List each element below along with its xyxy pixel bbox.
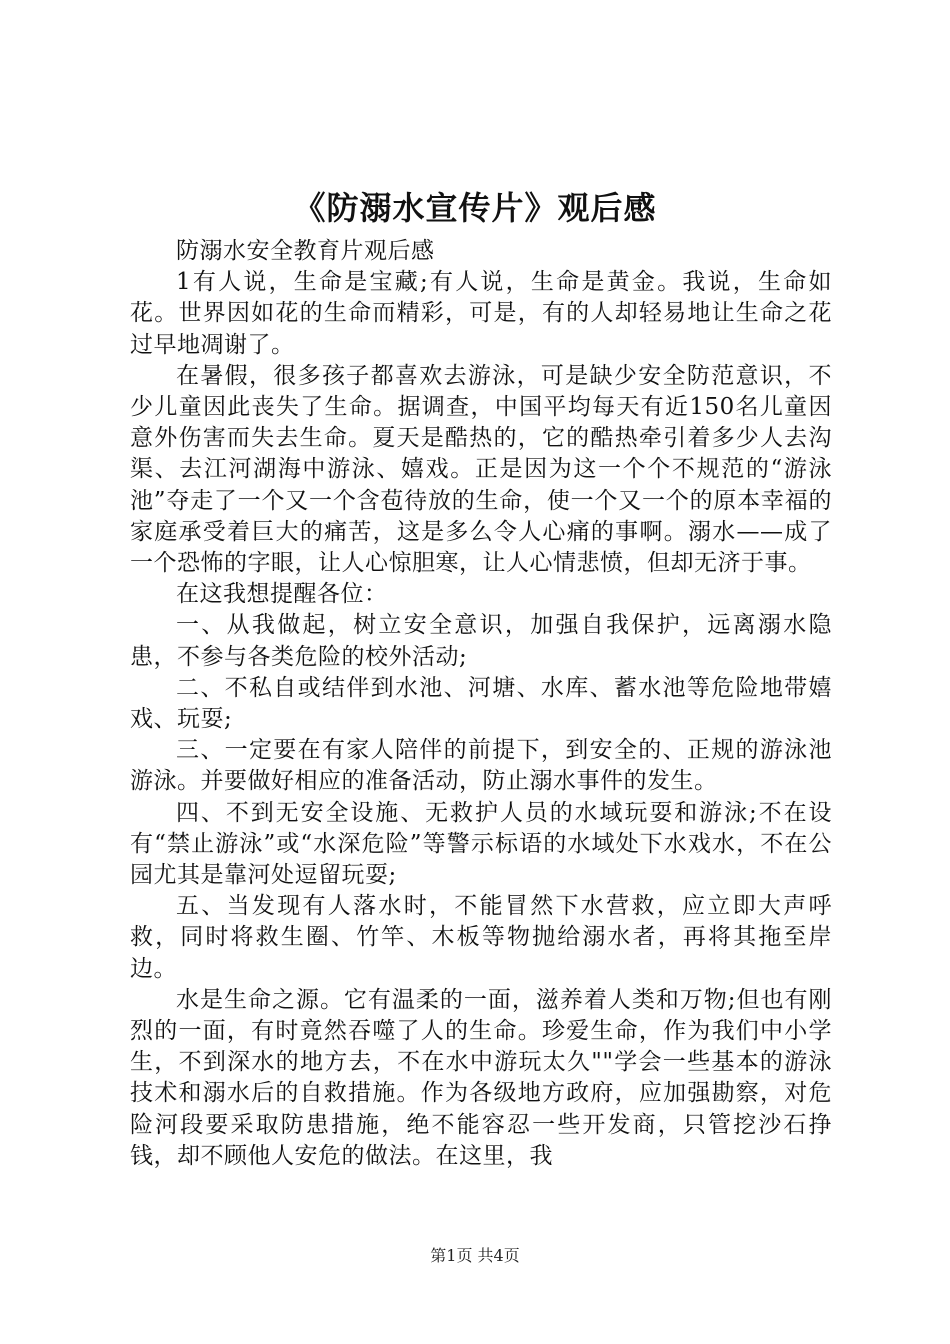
body-paragraph: 在暑假，很多孩子都喜欢去游泳，可是缺少安全防范意识，不少儿童因此丧失了生命。据调查，中国平均每天有近150名儿童因意外伤害而失去生命。夏天是酷热的，它的酷热牵引着多少人去沟渠、去江河湖海中游泳、嬉戏。正是因为这一个个不规范的“游泳池”夺走了一个又一个含苞待放的生命，使一个又一个的原本幸福的家庭承受着巨大的痛苦，这是多么令人心痛的事啊。溺水——成了一个恐怖的字眼，让人心惊胆寒，让人心情悲愤，但却无济于事。 xyxy=(130,362,832,577)
document-body xyxy=(130,236,832,1172)
body-paragraph: 水是生命之源。它有温柔的一面，滋养着人类和万物;但也有刚烈的一面，有时竟然吞噬了人的生命。珍爱生命，作为我们中小学生，不到深水的地方去，不在水中游玩太久""学会一些基本的游泳技术和溺水后的自救措施。作为各级地方政府，应加强勘察，对危险河段要采取防患措施，绝不能容忍一些开发商，只管挖沙石挣钱，却不顾他人安危的做法。在这里，我 xyxy=(130,986,832,1169)
body-paragraph: 在这我想提醒各位： xyxy=(176,581,388,608)
list-item-paragraph: 一、从我做起，树立安全意识，加强自我保护，远离溺水隐患，不参与各类危险的校外活动; xyxy=(130,612,832,670)
document-title: 《防溺水宣传片》观后感 xyxy=(293,189,657,227)
page-footer xyxy=(0,1244,950,1268)
list-item-paragraph: 二、不私自或结伴到水池、河塘、水库、蓄水池等危险地带嬉戏、玩耍; xyxy=(130,674,832,733)
list-item-paragraph: 四、不到无安全设施、无救护人员的水域玩耍和游泳;不在设有“禁止游泳”或“水深危险”等警示标语的水域处下水戏水，不在公园尤其是靠河处逗留玩耍; xyxy=(130,799,832,889)
page-number-label: 第1页 共4页 xyxy=(430,1246,520,1265)
body-paragraph: 1有人说，生命是宝藏;有人说，生命是黄金。我说，生命如花。世界因如花的生命而精彩，可是，有的人却轻易地让生命之花过早地凋谢了。 xyxy=(130,269,832,358)
subtitle-paragraph: 防溺水安全教育片观后感 xyxy=(176,238,435,264)
list-item-paragraph: 三、一定要在有家人陪伴的前提下，到安全的、正规的游泳池游泳。并要做好相应的准备活动，防止溺水事件的发生。 xyxy=(130,737,832,795)
list-item-paragraph: 五、当发现有人落水时，不能冒然下水营救，应立即大声呼救，同时将救生圈、竹竿、木板等物抛给溺水者，再将其拖至岸边。 xyxy=(130,893,832,982)
